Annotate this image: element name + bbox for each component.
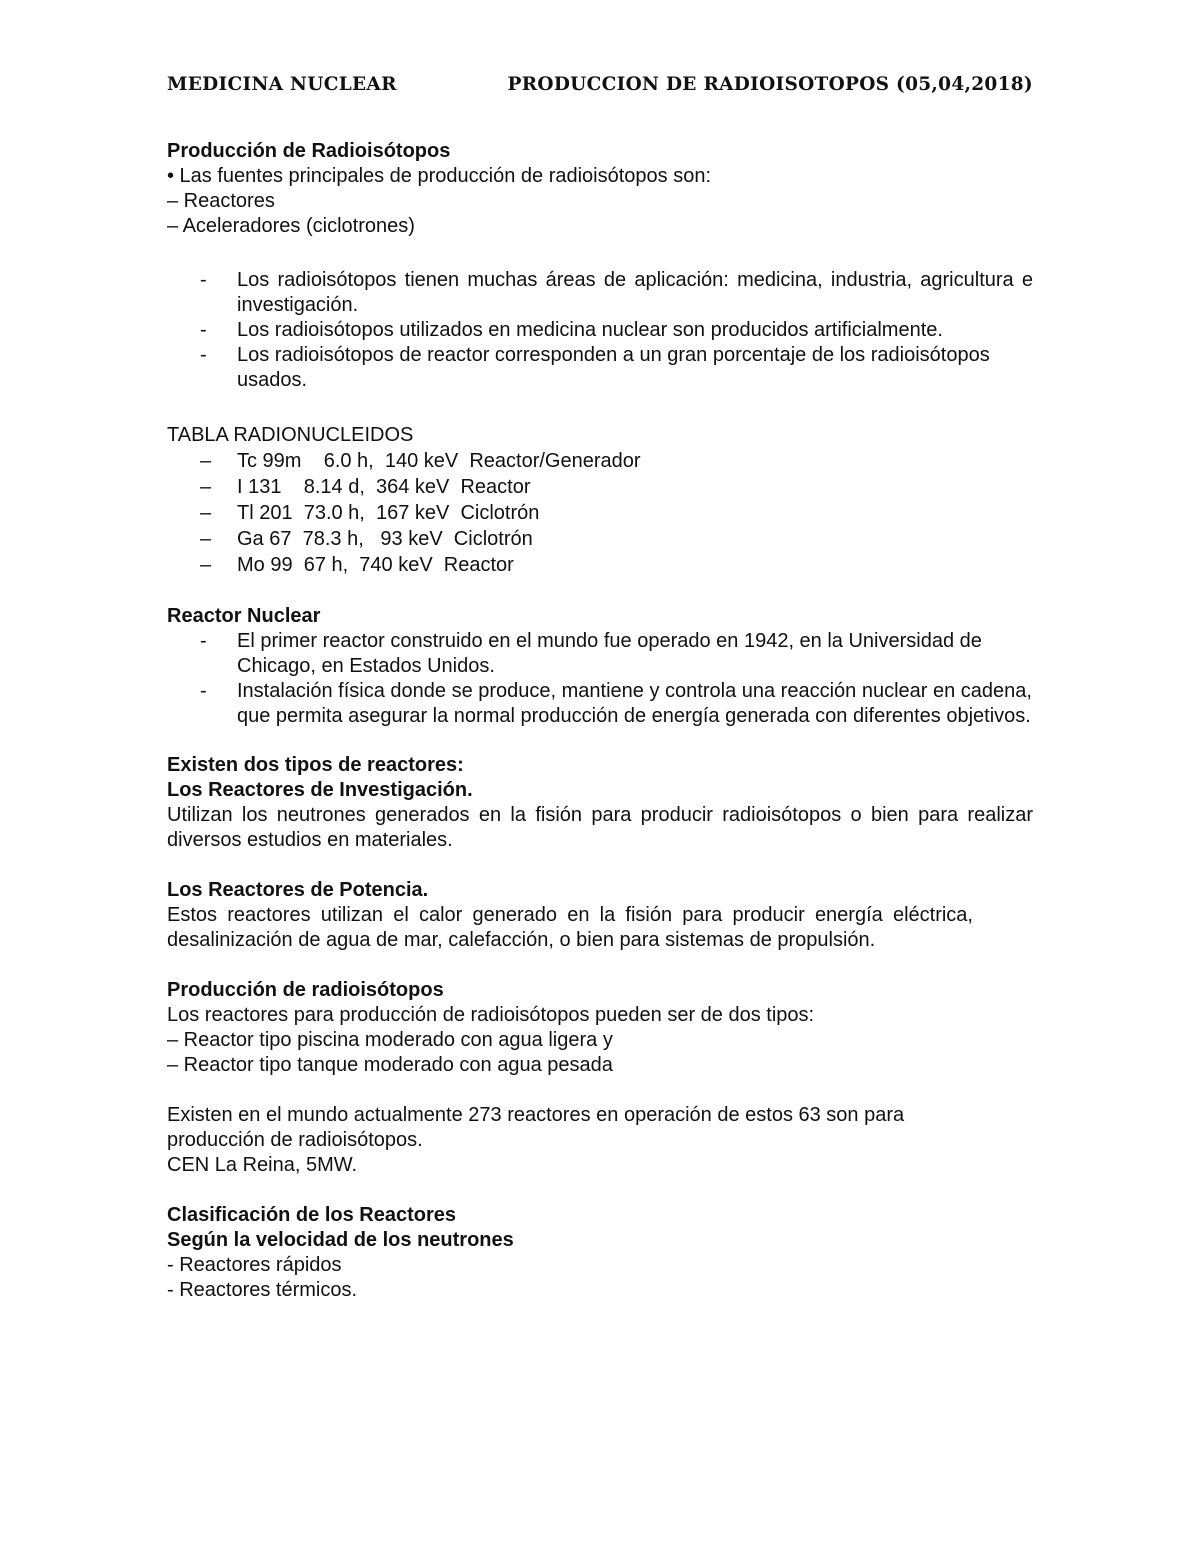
dash-marker: - xyxy=(200,344,207,366)
radionuclide-text: I 131 8.14 d, 364 keV Reactor xyxy=(237,476,531,498)
radionuclide-text: Tc 99m 6.0 h, 140 keV Reactor/Generador xyxy=(237,450,641,472)
reactor-list xyxy=(167,629,1033,729)
source-item: – Aceleradores (ciclotrones) xyxy=(167,215,415,237)
classification-item: - Reactores rápidos xyxy=(167,1254,342,1276)
section-title-reactor: Reactor Nuclear xyxy=(167,605,321,627)
radionuclide-text: Mo 99 67 h, 740 keV Reactor xyxy=(237,554,514,576)
dash-marker: – xyxy=(200,450,212,472)
list-item-text: Los radioisótopos utilizados en medicina nuclear son producidos artificialmente. xyxy=(237,319,943,341)
paragraph-existen: Existen en el mundo actualmente 273 reactores en operación de estos 63 son para producción de radioisótopos. xyxy=(167,1104,905,1151)
document-body xyxy=(167,139,1033,1303)
reactor-type-item: – Reactor tipo piscina moderado con agua ligera y xyxy=(167,1029,613,1051)
dash-marker: - xyxy=(200,319,207,341)
list-item xyxy=(167,318,1033,343)
list-item xyxy=(167,679,1033,729)
section-title-produccion-radioisotopos: Producción de radioisótopos xyxy=(167,979,444,1001)
section-title-tipos: Existen dos tipos de reactores: xyxy=(167,754,464,776)
radioisotopes-list xyxy=(167,268,1033,393)
dash-marker: – xyxy=(200,502,212,524)
header-left-title: MEDICINA NUCLEAR xyxy=(167,74,397,95)
radionuclide-row xyxy=(167,474,1033,500)
subtitle-investigacion: Los Reactores de Investigación. xyxy=(167,779,473,801)
page-header xyxy=(167,74,1033,104)
classification-item: - Reactores térmicos. xyxy=(167,1279,358,1301)
table-title: TABLA RADIONUCLEIDOS xyxy=(167,424,414,446)
dash-marker: - xyxy=(200,680,207,702)
paragraph-potencia: Estos reactores utilizan el calor generado en la fisión para producir energía eléctrica, desalinización de agua de mar, calefacción, o bien para sistemas de propulsión. xyxy=(167,904,973,951)
radionuclide-row xyxy=(167,526,1033,552)
radionuclide-row xyxy=(167,500,1033,526)
paragraph-investigacion: Utilizan los neutrones generados en la fisión para producir radioisótopos o bien para realizar diversos estudios en materiales. xyxy=(167,804,1033,851)
subtitle-potencia: Los Reactores de Potencia. xyxy=(167,879,429,901)
section-title-clasificacion: Clasificación de los Reactores xyxy=(167,1204,457,1226)
list-item-text: El primer reactor construido en el mundo fue operado en 1942, en la Universidad de Chicago, en Estados Unidos. xyxy=(237,630,982,677)
reactor-type-item: – Reactor tipo tanque moderado con agua pesada xyxy=(167,1054,613,1076)
subtitle-velocidad: Según la velocidad de los neutrones xyxy=(167,1229,514,1251)
radionuclide-text: Ga 67 78.3 h, 93 keV Ciclotrón xyxy=(237,528,533,550)
list-item xyxy=(167,629,1033,679)
list-item-text: Los radioisótopos tienen muchas áreas de aplicación: medicina, industria, agricultura e investigación. xyxy=(237,269,1033,316)
list-item-text: Los radioisótopos de reactor corresponden a un gran porcentaje de los radioisótopos usados. xyxy=(237,344,990,391)
list-item xyxy=(167,268,1033,318)
dash-marker: – xyxy=(200,528,212,550)
section-title-produccion: Producción de Radioisótopos xyxy=(167,140,451,162)
header-right-title: PRODUCCION DE RADIOISOTOPOS (05,04,2018) xyxy=(507,74,1033,95)
radionuclide-list xyxy=(167,448,1033,578)
list-item-text: Instalación física donde se produce, mantiene y controla una reacción nuclear en cadena, que permita asegurar la normal producción de energía generada con diferentes objetivos. xyxy=(237,680,1032,727)
source-item: – Reactores xyxy=(167,190,275,212)
radionuclide-text: Tl 201 73.0 h, 167 keV Ciclotrón xyxy=(237,502,540,524)
radionuclide-row xyxy=(167,448,1033,474)
dash-marker: - xyxy=(200,269,207,291)
dash-marker: - xyxy=(200,630,207,652)
paragraph-prod-intro: Los reactores para producción de radioisótopos pueden ser de dos tipos: xyxy=(167,1004,815,1026)
radionuclide-row xyxy=(167,552,1033,578)
paragraph-cen: CEN La Reina, 5MW. xyxy=(167,1154,358,1176)
sources-bullet: • Las fuentes principales de producción de radioisótopos son: xyxy=(167,165,712,187)
list-item xyxy=(167,343,1033,393)
dash-marker: – xyxy=(200,554,212,576)
dash-marker: – xyxy=(200,476,212,498)
